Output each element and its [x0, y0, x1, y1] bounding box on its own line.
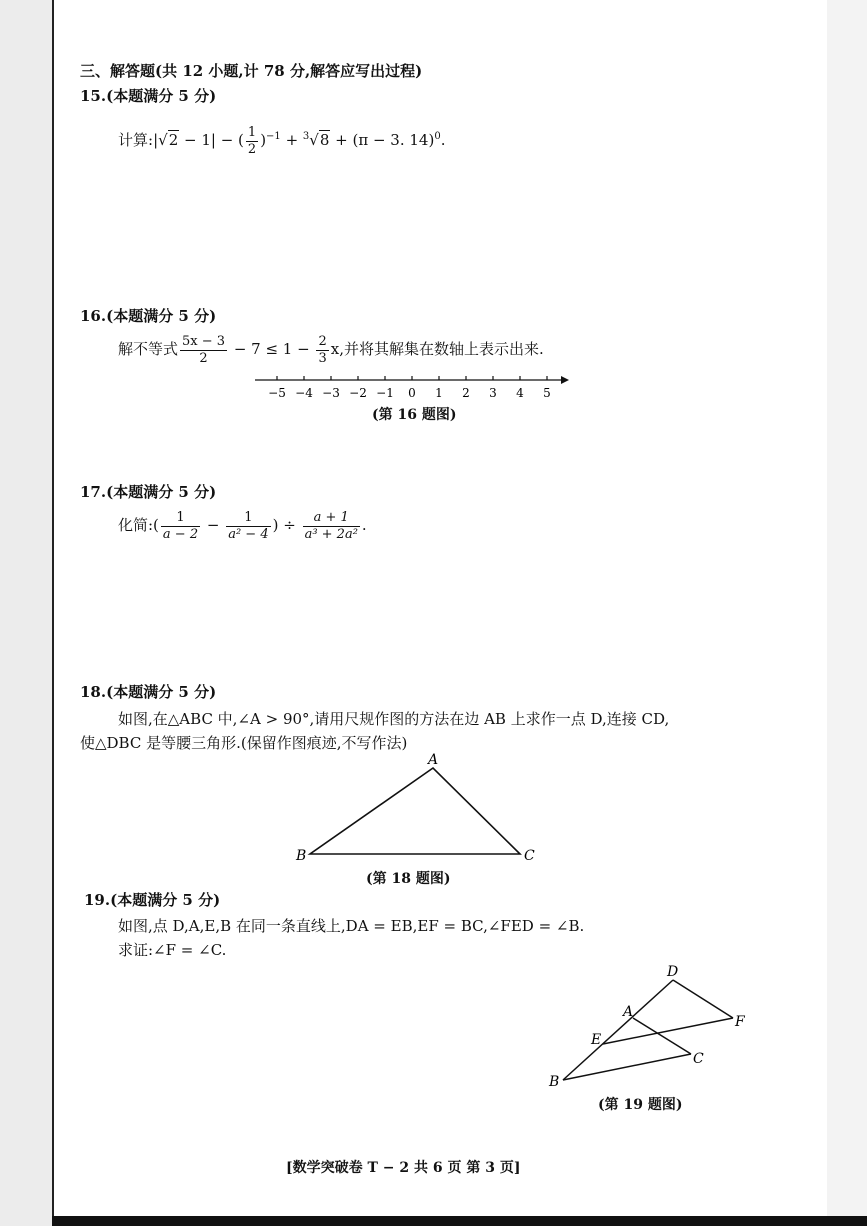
scan-left-border	[52, 0, 54, 1226]
q15-fraction	[246, 125, 258, 158]
section-header: 三、解答题(共 12 小题,计 78 分,解答应写出过程)	[80, 62, 423, 80]
triangle-abc	[310, 768, 520, 854]
number-line-tick-label: 5	[543, 386, 551, 400]
q15-tail: + (π − 3. 14)	[330, 131, 435, 149]
point-label-d: D	[667, 964, 679, 980]
number-line-tick-label: 3	[489, 386, 497, 400]
q17-f3-den: a³ + 2a²	[304, 526, 358, 542]
q15-exp1: −1	[266, 131, 281, 142]
q15-cube-arg: 8	[319, 131, 330, 149]
number-line-tick-label: 4	[516, 386, 524, 400]
q15-abs-open: |	[153, 131, 159, 149]
page-footer: [数学突破卷 T − 2 共 6 页 第 3 页]	[286, 1160, 521, 1176]
q16-fraction-1	[180, 334, 227, 367]
scan-bottom-border	[52, 1216, 867, 1226]
number-line-tick-label: 0	[408, 386, 416, 400]
point-label-a: A	[623, 1004, 634, 1020]
number-line-tick-label: 1	[435, 386, 443, 400]
vertex-label-c: C	[524, 848, 535, 864]
q17-f1-den: a − 2	[162, 526, 199, 542]
q19-line1: 如图,点 D,A,E,B 在同一条直线上,DA = EB,EF = BC,∠FED = ∠B.	[118, 917, 585, 935]
q17-minus: −	[202, 516, 225, 534]
number-line-arrow	[561, 376, 569, 384]
q16-mid: − 7 ≤ 1 −	[229, 340, 315, 358]
q17-period: .	[361, 516, 367, 534]
q17-fraction-1	[161, 510, 200, 543]
point-label-e: E	[591, 1032, 602, 1048]
q16-frac1-den: 2	[199, 350, 208, 366]
point-label-b: B	[549, 1074, 560, 1090]
point-label-f: F	[735, 1014, 745, 1030]
q17-f1-num: 1	[161, 510, 200, 527]
q19-figure	[545, 962, 765, 1092]
q16-expression	[118, 332, 544, 367]
q16-frac1-num: 5x − 3	[182, 333, 226, 349]
q19-caption: (第 19 题图)	[598, 1097, 683, 1113]
number-line	[255, 370, 575, 400]
q15-period: .	[440, 131, 446, 149]
q16-prefix: 解不等式	[118, 340, 179, 358]
q15-root-arg: 2	[168, 131, 179, 149]
q15-plus: +	[280, 131, 303, 149]
number-line-tick-label: −3	[322, 386, 340, 400]
q16-suffix: x,并将其解集在数轴上表示出来.	[330, 340, 544, 358]
q15-abs-tail: − 1| − (	[179, 131, 244, 149]
q17-fraction-2	[226, 510, 270, 543]
number-line-tick-label: −5	[268, 386, 286, 400]
q19-line2: 求证:∠F = ∠C.	[118, 941, 227, 959]
q17-expression	[118, 508, 367, 543]
q18-caption: (第 18 题图)	[366, 871, 451, 887]
q18-line2: 使△DBC 是等腰三角形.(保留作图痕迹,不写作法)	[80, 734, 408, 752]
q16-title: 16.(本题满分 5 分)	[80, 307, 217, 325]
number-line-tick-label: 2	[462, 386, 470, 400]
sqrt-symbol: √	[309, 131, 319, 149]
scan-right-margin	[827, 0, 867, 1226]
sqrt-symbol: √	[158, 131, 168, 149]
q16-frac2-num: 2	[318, 333, 327, 349]
scan-left-margin	[0, 0, 54, 1226]
segment-bc	[563, 1054, 691, 1080]
q17-div: ) ÷	[272, 516, 301, 534]
q19-title: 19.(本题满分 5 分)	[84, 891, 221, 909]
q17-prefix: 化简:(	[118, 516, 159, 534]
q15-expression: 计算:|√2 − 1| − ( $\frac{1}{2}$ )$^{-1}$ + $^3$√8 + (π − 3. 14)$^0$.	[118, 124, 446, 157]
q15-exp2: 0	[434, 131, 441, 142]
number-line-tick-label: −2	[349, 386, 367, 400]
q15-prefix: 计算:	[118, 131, 154, 149]
q18-triangle-figure	[290, 752, 550, 862]
q15-title: 15.(本题满分 5 分)	[80, 87, 217, 105]
q17-fraction-3	[303, 510, 360, 543]
vertex-label-b: B	[296, 848, 307, 864]
q17-f2-den: a² − 4	[228, 526, 269, 542]
q17-f2-num: 1	[226, 510, 270, 527]
q15-cube-index: 3	[302, 131, 310, 142]
q15-frac-den: 2	[247, 141, 257, 157]
q18-title: 18.(本题满分 5 分)	[80, 683, 217, 701]
q15-frac-num: 1	[247, 124, 257, 140]
q16-fraction-2	[316, 334, 328, 367]
q18-line1: 如图,在△ABC 中,∠A > 90°,请用尺规作图的方法在边 AB 上求作一点 D,连接 CD,	[118, 710, 670, 728]
number-line-tick-label: −4	[295, 386, 313, 400]
line-db	[563, 980, 673, 1080]
q17-f3-num: a + 1	[303, 510, 360, 527]
q17-title: 17.(本题满分 5 分)	[80, 483, 217, 501]
q16-caption: (第 16 题图)	[372, 407, 457, 423]
vertex-label-a: A	[428, 752, 439, 768]
q16-frac2-den: 3	[318, 350, 327, 366]
number-line-tick-label: −1	[376, 386, 394, 400]
segment-df	[673, 980, 733, 1018]
point-label-c: C	[693, 1051, 704, 1067]
